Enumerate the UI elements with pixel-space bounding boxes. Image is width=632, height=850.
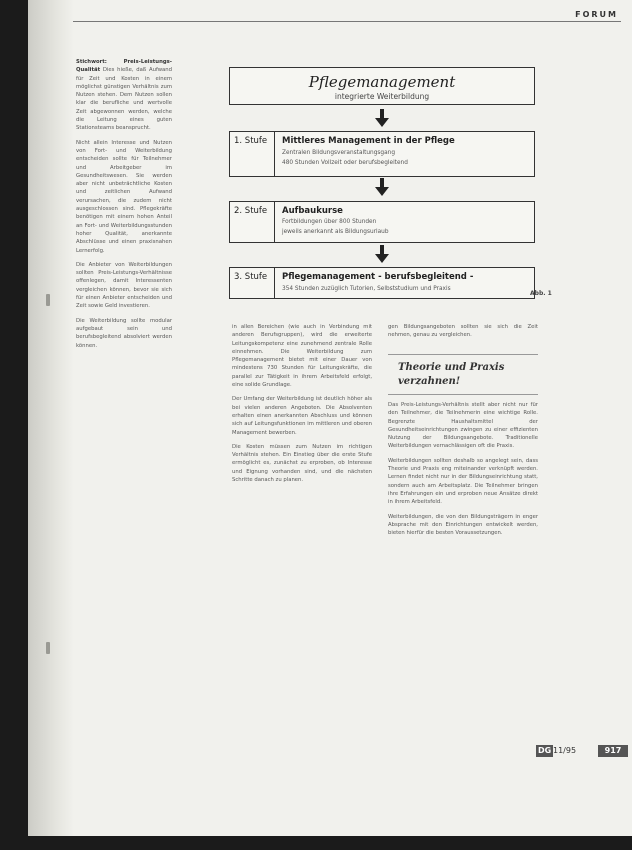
issue-number: 11/95 (553, 746, 577, 755)
paragraph: Der Umfang der Weiterbildung ist deutlich höher als bei vielen anderen Angeboten. Die Absolventen erhalten einen anerkannten Abschluss und können sich auf Leitungsfunktionen im mittleren und oberen Management bewerben. (232, 396, 372, 436)
paragraph: Das Preis-Leistungs-Verhältnis stellt aber nicht nur für den Teilnehmer, die Teilnehmerin eine wichtige Rolle. Begrenzte Haushaltsmittel der Gesundheitseinrichtungen zwingen zu einer effizienten Nutzung der Bildungsangebote. Traditionelle Weiterbildungen vernachlässigen oft die Praxis. (388, 402, 538, 450)
stage-detail: 480 Stunden Vollzeit oder berufsbegleitend (282, 160, 408, 166)
stage-divider (274, 268, 275, 298)
paragraph: Nicht allein Interesse und Nutzen von Fort- und Weiterbildung entscheiden sollte für Teilnehmer und Arbeitgeber im Gesundheitswesen. Sie werden aber nicht unbeträchtliche Kosten und zeitlichen Aufwand verursachen, die zudem nicht ausgeschlossen sind. Pflegekräfte benötigen mit einem hohen Anteil an Fort- und Weiterbildungsstunden hoher Qualität, anerkannte Abschlüsse und einen praxisnahen Lernerfolg. (76, 139, 172, 254)
stage-2-box (229, 201, 535, 243)
section-label: FORUM (575, 10, 618, 19)
paragraph-text: Dies hieße, daß Aufwand für Zeit und Kosten in einem möglichst günstigen Verhältnis zum Nutzen stehen. Dem Nutzen sollen klar die berufliche und wertvolle Zeit abgewonnen werden, welche die Leitung eines guten Stationsteams beansprucht. (76, 67, 173, 132)
paragraph: in allen Bereichen (wie auch in Verbindung mit anderen Berufsgruppen), wird die erweiterte Leitungskompetenz eine zunehmend zentrale Rolle einnehmen. Die Weiterbildung zum Pflegemanagement bietet mit einer Dauer von mindestens 730 Stunden für Leitungskräfte, die parallel zur Tätigkeit in ihrem Arbeitsfeld erfolgt, eine solide Grundlage. (232, 324, 372, 389)
paragraph: Weiterbildungen sollten deshalb so angelegt sein, dass Theorie und Praxis eng miteinander verknüpft werden. Lernen findet nicht nur in der Bildungseinrichtung statt, sondern auch am Arbeitsplatz. Die Teilnehmer bringen ihre Erfahrungen ein und erproben neue Ansätze direkt in ihrem Arbeitsfeld. (388, 457, 538, 506)
stage-detail: jeweils anerkannt als Bildungsurlaub (282, 229, 389, 235)
stage-label: 2. Stufe (234, 206, 268, 216)
diagram-subtitle: integrierte Weiterbildung (334, 92, 430, 101)
down-arrow-icon (374, 109, 390, 127)
stage-title: Aufbaukurse (282, 206, 343, 216)
page-footer (536, 745, 628, 759)
stage-1-box (229, 131, 535, 177)
stage-label: 1. Stufe (234, 136, 268, 146)
stage-3-box (229, 267, 535, 299)
paragraph (76, 58, 172, 133)
stage-divider (274, 202, 275, 242)
down-arrow-icon (374, 178, 390, 196)
stage-detail: Zentralen Bildungsveranstaltungsgang (282, 150, 396, 156)
binding-clip (46, 294, 50, 306)
text-column-left (76, 58, 172, 356)
diagram-title-box (229, 67, 535, 105)
figure-label: Abb. 1 (530, 290, 552, 297)
down-arrow-icon (374, 245, 390, 263)
text-column-right-body (388, 401, 538, 543)
paragraph: Die Weiterbildung sollte modular aufgebaut sein und berufsbegleitend absolviert werden können. (76, 317, 172, 349)
text-column-right (388, 323, 538, 346)
page-number: 917 (598, 745, 628, 757)
section-heading: Theorie und Praxis verzahnen! (398, 362, 505, 387)
stage-detail: Fortbildungen über 800 Stunden (282, 219, 377, 225)
stage-title: Mittleres Management in der Pflege (282, 136, 455, 146)
paragraph: Die Anbieter von Weiterbildungen sollten Preis-Leistungs-Verhältnisse offenlegen, damit Interessenten vergleichen können, bevor sie sich für einen Anbieter entscheiden und Zeit sowie Geld investieren. (76, 261, 172, 310)
paragraph: Weiterbildungen, die von den Bildungsträgern in enger Absprache mit den Einrichtungen entwickelt werden, bieten hierfür die besten Voraussetzungen. (388, 513, 538, 537)
binding-clip (46, 642, 50, 654)
stage-title: Pflegemanagement - berufsbegleitend - (282, 272, 474, 282)
page-gutter (28, 0, 74, 836)
text-column-middle (232, 323, 372, 490)
paragraph: Die Kosten müssen zum Nutzen im richtigen Verhältnis stehen. Ein Einstieg über die erste Stufe ermöglicht es, zunächst zu erproben, ob Interesse und Eignung vorhanden sind, und die nächsten Schritte danach zu planen. (232, 443, 372, 484)
paragraph-lead: Stichwort: Preis-Leistungs-Qualität (76, 59, 172, 74)
paragraph: gen Bildungsangeboten sollten sie sich die Zeit nehmen, genau zu vergleichen. (388, 324, 538, 339)
heading-rule (388, 394, 538, 395)
heading-rule (388, 354, 538, 355)
diagram-title: Pflegemanagement (308, 73, 456, 91)
stage-detail: 354 Stunden zuzüglich Tutorien, Selbststudium und Praxis (282, 286, 451, 292)
stage-divider (274, 132, 275, 176)
journal-logo: DG (538, 746, 552, 755)
pflegemanagement-diagram (228, 65, 538, 305)
header-rule (73, 21, 621, 22)
page (28, 0, 632, 836)
stage-label: 3. Stufe (234, 272, 268, 282)
